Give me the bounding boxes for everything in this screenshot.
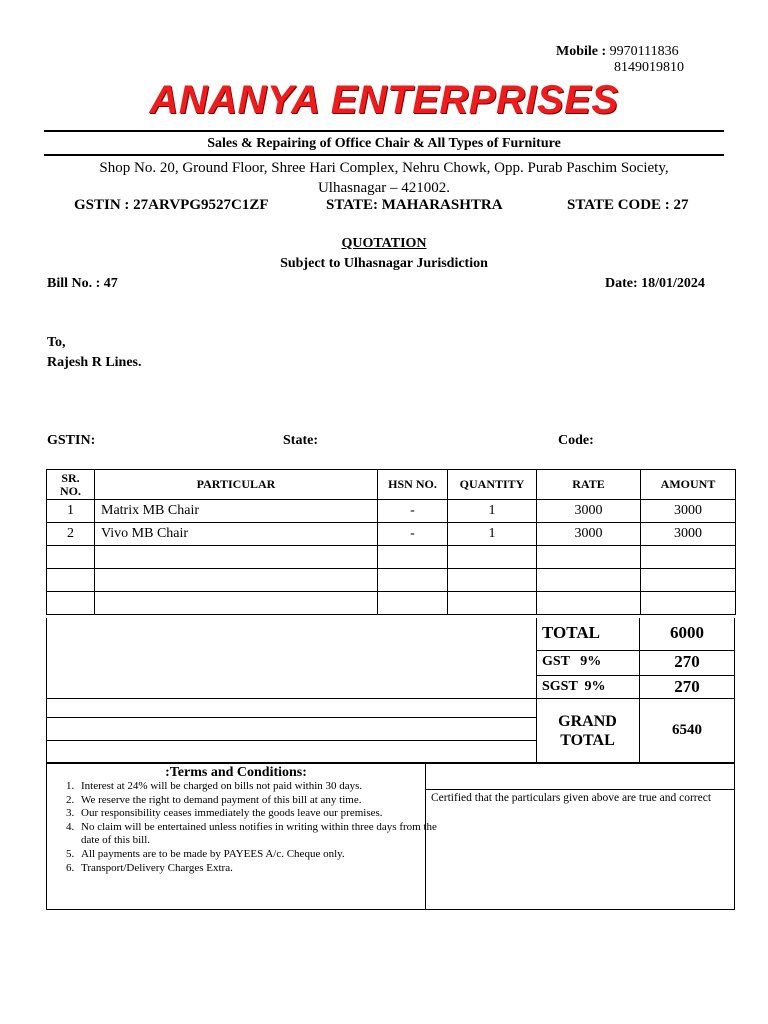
company-state: STATE: MAHARASHTRA bbox=[326, 197, 503, 213]
header-sr: SR. NO. bbox=[47, 470, 95, 500]
terms-title: :Terms and Conditions: bbox=[165, 765, 307, 780]
cell-amount: 3000 bbox=[641, 523, 736, 546]
cell-particular: Vivo MB Chair bbox=[95, 523, 378, 546]
totals-line bbox=[536, 650, 735, 651]
cell-quantity bbox=[448, 546, 537, 569]
cell-sr: 2 bbox=[47, 523, 95, 546]
gst-value: 270 bbox=[674, 652, 700, 671]
header-rate: RATE bbox=[537, 470, 641, 500]
header-quantity: QUANTITY bbox=[448, 470, 537, 500]
cell-particular: Matrix MB Chair bbox=[95, 500, 378, 523]
cell-sr bbox=[47, 546, 95, 569]
totals-block bbox=[46, 618, 735, 763]
table-row bbox=[47, 569, 736, 592]
certification-text: Certified that the particulars given above are true and correct bbox=[431, 792, 712, 804]
cell-quantity: 1 bbox=[448, 523, 537, 546]
grand-label-line-2: TOTAL bbox=[560, 732, 615, 749]
table-row bbox=[47, 592, 736, 615]
address-line-2: Ulhasnagar – 421002. bbox=[317, 180, 451, 196]
cell-rate bbox=[537, 569, 641, 592]
terms-list bbox=[53, 780, 437, 875]
table-row bbox=[47, 500, 736, 523]
cell-quantity: 1 bbox=[448, 500, 537, 523]
cell-rate bbox=[537, 592, 641, 615]
address bbox=[60, 158, 708, 198]
company-name: ANANYA ENTERPRISES bbox=[149, 78, 619, 122]
header-divider-top bbox=[44, 130, 724, 132]
cell-hsn bbox=[378, 592, 448, 615]
company-state-code: STATE CODE : 27 bbox=[567, 197, 689, 213]
cell-sr: 1 bbox=[47, 500, 95, 523]
cell-rate: 3000 bbox=[537, 500, 641, 523]
customer-code-label: Code: bbox=[558, 433, 594, 448]
total-label: TOTAL bbox=[542, 623, 600, 642]
cell-hsn: - bbox=[378, 523, 448, 546]
sgst-label: SGST 9% bbox=[542, 679, 606, 694]
customer-gstin-label: GSTIN: bbox=[47, 433, 96, 448]
customer-state-label: State: bbox=[283, 433, 318, 448]
mobile-number-2: 8149019810 bbox=[614, 60, 684, 75]
company-gstin: GSTIN : 27ARVPG9527C1ZF bbox=[74, 197, 269, 213]
sgst-value: 270 bbox=[674, 677, 700, 696]
to-label: To, bbox=[47, 335, 66, 350]
cell-sr bbox=[47, 569, 95, 592]
header-divider-bottom bbox=[44, 154, 724, 156]
mobile-block bbox=[556, 44, 684, 76]
tagline: Sales & Repairing of Office Chair & All Types of Furniture bbox=[207, 136, 561, 151]
bill-number: Bill No. : 47 bbox=[47, 276, 118, 291]
table-row bbox=[47, 523, 736, 546]
list-item: 2. We reserve the right to demand payment of this bill at any time. bbox=[77, 794, 437, 808]
list-item: 3. Our responsibility ceases immediately the goods leave our premises. bbox=[77, 807, 437, 821]
terms-block bbox=[46, 763, 735, 910]
totals-line bbox=[47, 717, 536, 718]
grand-label-line-1: GRAND bbox=[558, 713, 617, 730]
cell-particular bbox=[95, 569, 378, 592]
table-row bbox=[47, 546, 736, 569]
cell-quantity bbox=[448, 592, 537, 615]
cell-hsn bbox=[378, 569, 448, 592]
list-item: 1. Interest at 24% will be charged on bills not paid within 30 days. bbox=[77, 780, 437, 794]
items-table bbox=[46, 469, 736, 615]
cell-particular bbox=[95, 546, 378, 569]
cell-rate: 3000 bbox=[537, 523, 641, 546]
cell-quantity bbox=[448, 569, 537, 592]
mobile-number-1: 9970111836 bbox=[609, 44, 679, 59]
table-header-row bbox=[47, 470, 736, 500]
header-particular: PARTICULAR bbox=[95, 470, 378, 500]
cell-rate bbox=[537, 546, 641, 569]
header-hsn: HSN NO. bbox=[378, 470, 448, 500]
list-item: 6. Transport/Delivery Charges Extra. bbox=[77, 862, 437, 876]
gst-label: GST 9% bbox=[542, 654, 602, 669]
cell-hsn: - bbox=[378, 500, 448, 523]
cell-sr bbox=[47, 592, 95, 615]
header-amount: AMOUNT bbox=[641, 470, 736, 500]
cell-particular bbox=[95, 592, 378, 615]
cell-hsn bbox=[378, 546, 448, 569]
cert-top-line bbox=[425, 789, 735, 790]
address-line-1: Shop No. 20, Ground Floor, Shree Hari Complex, Nehru Chowk, Opp. Purab Paschim Society, bbox=[99, 160, 669, 176]
list-item: 5. All payments are to be made by PAYEES A/c. Cheque only. bbox=[77, 848, 437, 862]
grand-total-value: 6540 bbox=[672, 722, 702, 738]
document-title: QUOTATION bbox=[341, 236, 427, 251]
customer-name: Rajesh R Lines. bbox=[47, 355, 142, 370]
list-item: 4. No claim will be entertained unless notifies in writing within three days from the date of this bill. bbox=[77, 821, 437, 848]
jurisdiction: Subject to Ulhasnagar Jurisdiction bbox=[280, 256, 488, 271]
totals-line bbox=[47, 740, 536, 741]
grand-total-label bbox=[536, 712, 639, 750]
mobile-label: Mobile : bbox=[556, 44, 607, 59]
total-value: 6000 bbox=[670, 623, 704, 642]
totals-line bbox=[47, 698, 735, 699]
cell-amount bbox=[641, 569, 736, 592]
cell-amount: 3000 bbox=[641, 500, 736, 523]
totals-line bbox=[536, 675, 735, 676]
cell-amount bbox=[641, 546, 736, 569]
cell-amount bbox=[641, 592, 736, 615]
bill-date: Date: 18/01/2024 bbox=[605, 276, 705, 291]
